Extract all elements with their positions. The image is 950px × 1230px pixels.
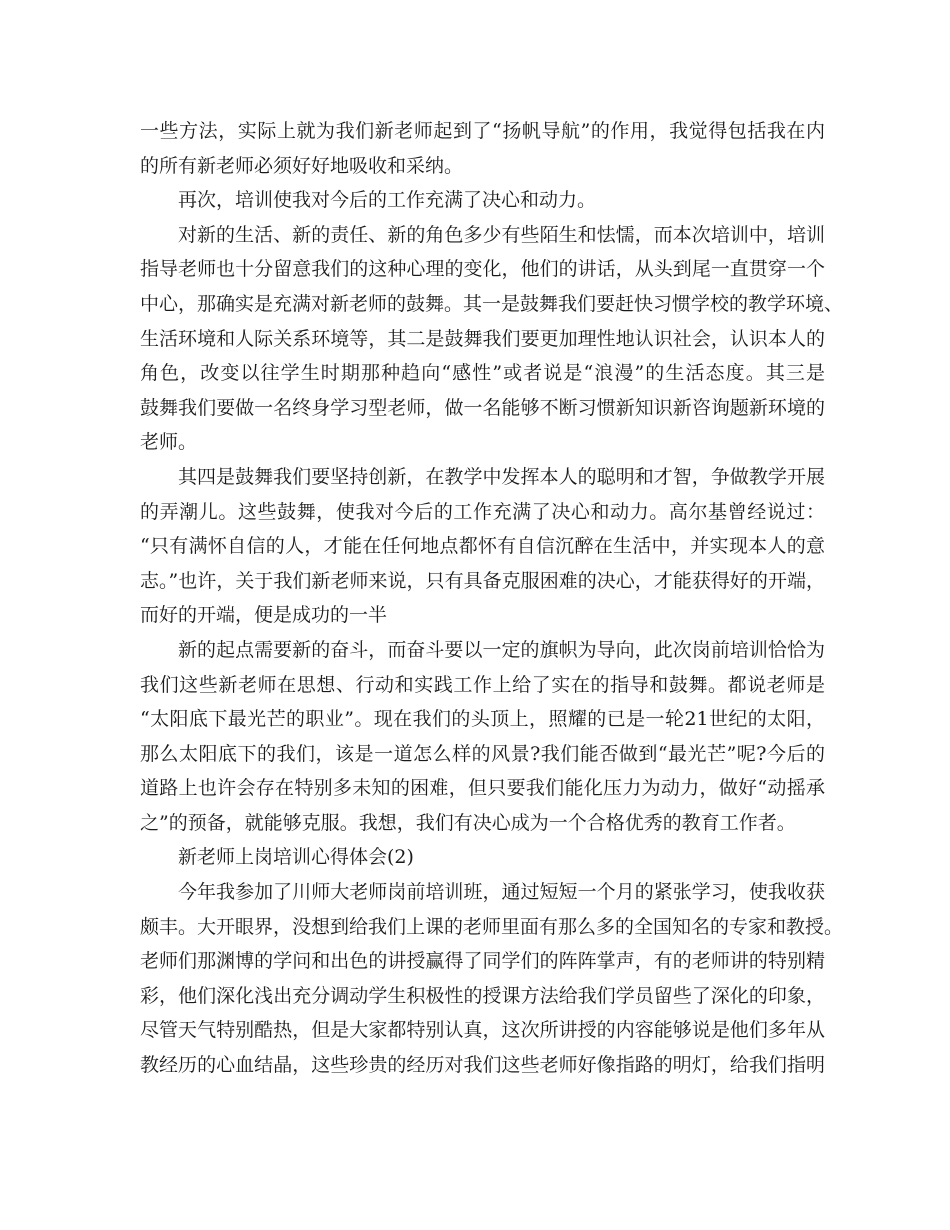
text-line: 鼓舞我们要做一名终身学习型老师，做一名能够不断习惯新知识新咨询题新环境的 [140,396,825,419]
text-line: 尽管天气特别酷热，但是大家都特别认真，这次所讲授的内容能够说是他们多年从 [140,1019,825,1042]
text-line: 对新的生活、新的责任、新的角色多少有些陌生和怯懦，而本次培训中，培训 [178,223,825,246]
section-heading: 新老师上岗培训心得体会(2) [178,846,414,869]
text-line: 的弄潮儿。这些鼓舞，使我对今后的工作充满了决心和动力。高尔基曾经说过： [140,500,825,523]
text-line: 其四是鼓舞我们要坚持创新，在教学中发挥本人的聪明和才智，争做教学开展 [178,465,825,488]
text-line: 新的起点需要新的奋斗，而奋斗要以一定的旗帜为导向，此次岗前培训恰恰为 [178,638,825,661]
text-line: 道路上也许会存在特别多未知的困难，但只要我们能化压力为动力，做好“动摇承 [140,777,825,800]
text-line: 彩，他们深化浅出充分调动学生积极性的授课方法给我们学员留些了深化的印象， [140,984,825,1007]
text-line: 志。”也许，关于我们新老师来说，只有具备克服困难的决心，才能获得好的开端， [140,569,825,592]
text-line: 今年我参加了川师大老师岗前培训班，通过短短一个月的紧张学习，使我收获 [178,881,825,904]
text-line: 教经历的心血结晶，这些珍贵的经历对我们这些老师好像指路的明灯，给我们指明 [140,1054,825,1077]
text-line: 生活环境和人际关系环境等，其二是鼓舞我们要更加理性地认识社会，认识本人的 [140,327,825,350]
text-line: 之”的预备，就能够克服。我想，我们有决心成为一个合格优秀的教育工作者。 [140,811,796,834]
text-line: 那么太阳底下的我们，该是一道怎么样的风景?我们能否做到“最光芒”呢?今后的 [140,742,825,765]
text-line: 的所有新老师必须好好地吸收和采纳。 [140,154,464,177]
text-line: 角色，改变以往学生时期那种趋向“感性”或者说是“浪漫”的生活态度。其三是 [140,362,825,385]
text-line: 老师。 [140,431,198,454]
text-line: 再次，培训使我对今后的工作充满了决心和动力。 [178,189,597,212]
text-line: 而好的开端，便是成功的一半 [140,604,388,627]
text-line: 颇丰。大开眼界，没想到给我们上课的老师里面有那么多的全国知名的专家和教授。 [140,915,844,938]
document-page [140,114,844,1083]
text-line: 指导老师也十分留意我们的这种心理的变化，他们的讲话，从头到尾一直贯穿一个 [140,258,825,281]
text-line: 老师们那渊博的学问和出色的讲授赢得了同学们的阵阵掌声，有的老师讲的特别精 [140,950,825,973]
text-line: 我们这些新老师在思想、行动和实践工作上给了实在的指导和鼓舞。都说老师是 [140,673,825,696]
text-line: 中心，那确实是充满对新老师的鼓舞。其一是鼓舞我们要赶快习惯学校的教学环境、 [140,292,844,315]
text-line: “只有满怀自信的人，才能在任何地点都怀有自信沉醉在生活中，并实现本人的意 [140,535,825,558]
text-line: 一些方法，实际上就为我们新老师起到了“扬帆导航”的作用，我觉得包括我在内 [140,120,825,142]
text-line: “太阳底下最光芒的职业”。现在我们的头顶上，照耀的已是一轮21世纪的太阳， [140,708,825,731]
